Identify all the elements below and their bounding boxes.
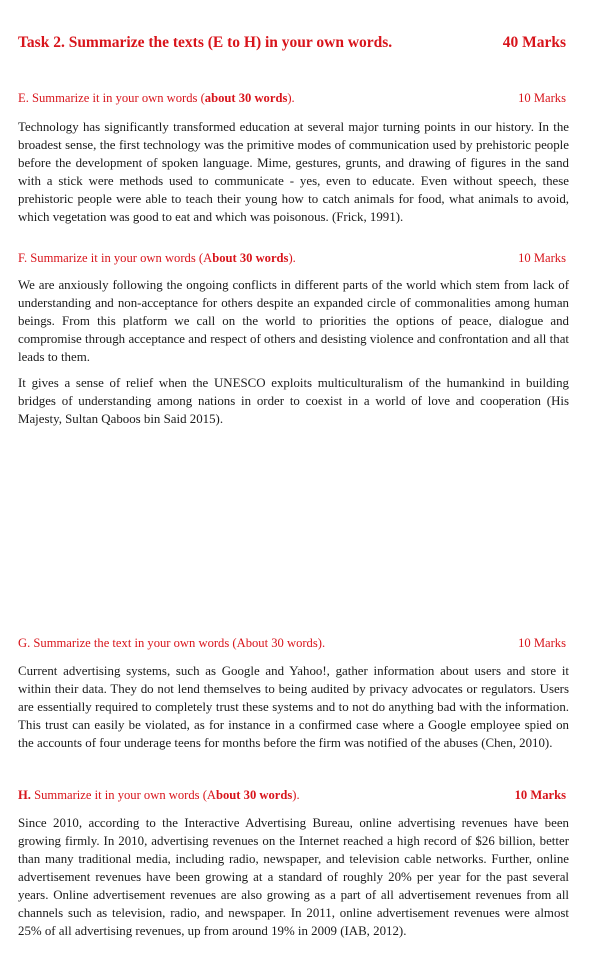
section-f-instruction: F. Summarize it in your own words (About 30 words). — [18, 251, 296, 265]
section-h-paragraph: Since 2010, according to the Interactive Advertising Bureau, online advertising revenues have been growing firmly. In 2010, advertising revenues on the Internet reached a high record of $26 billion, better than many traditional media, including radio, newspaper, and television cable networks. Further, online advertisement revenues have been growing at a standard of roughly 20% per year for the past several years. Online advertisement revenues are also growing as a part of all advertisement revenues from all channels such as television, radio, and newspaper. In 2011, online advertisement revenues were almost 25% of all advertising revenues, up from around 19% in 2009 (IAB, 2012). — [18, 816, 569, 938]
section-g-instruction: G. Summarize the text in your own words (About 30 words). — [18, 636, 326, 650]
section-h-marks: 10 Marks — [514, 788, 566, 802]
section-h-instruction: H. Summarize it in your own words (About 30 words). — [18, 788, 300, 802]
section-f-paragraph-2: It gives a sense of relief when the UNESCO exploits multiculturalism of the humankind in building bridges of understanding among nations in order to coexist in a world of love and cooperation (His Majesty, Sultan Qaboos bin Said 2015). — [18, 376, 569, 426]
section-e-paragraph: Technology has significantly transformed education at several major turning points in our history. In the broadest sense, the first technology was the primitive modes of communication used by prehistoric people before the development of spoken language. Mime, gestures, grunts, and drawing of figures in the sand with a stick were methods used to communicate - yes, even to educate. Even without speech, these prehistoric people were able to teach their young how to catch animals for food, what animals to avoid, which vegetation was good to eat and which was poisonous. (Frick, 1991). — [18, 120, 569, 224]
section-g-heading — [18, 636, 566, 651]
section-g-marks: 10 Marks — [518, 636, 566, 650]
task-total-marks: 40 Marks — [502, 34, 566, 51]
section-e-instruction: E. Summarize it in your own words (about 30 words). — [18, 91, 295, 105]
section-f-marks: 10 Marks — [518, 251, 566, 265]
section-h-heading — [18, 788, 566, 803]
section-e-heading — [18, 91, 566, 106]
task-title: Task 2. Summarize the texts (E to H) in your own words. — [18, 34, 393, 51]
section-g-paragraph: Current advertising systems, such as Google and Yahoo!, gather information about users and store it within their data. They do not lend themselves to being audited by privacy advocates or regulators. Users are essentially required to completely trust these systems and to not do anything bad with the information. This trust can easily be violated, as for instance in a confirmed case where a Google employee spied on the accounts of four underage teens for months before the firm was notified of the abuses (Chen, 2010). — [18, 664, 569, 750]
section-f-paragraph-1: We are anxiously following the ongoing conflicts in different parts of the world which stem from lack of understanding and non-acceptance for others despite an expanded circle of commonalities among human beings. From this platform we call on the world to priorities the options of peace, dialogue and compromise through acceptance and respect of others and desisting violence and confrontation and all that leads to them. — [18, 278, 569, 364]
section-f-heading — [18, 251, 566, 266]
task-header — [18, 34, 566, 52]
section-e-marks: 10 Marks — [518, 91, 566, 105]
